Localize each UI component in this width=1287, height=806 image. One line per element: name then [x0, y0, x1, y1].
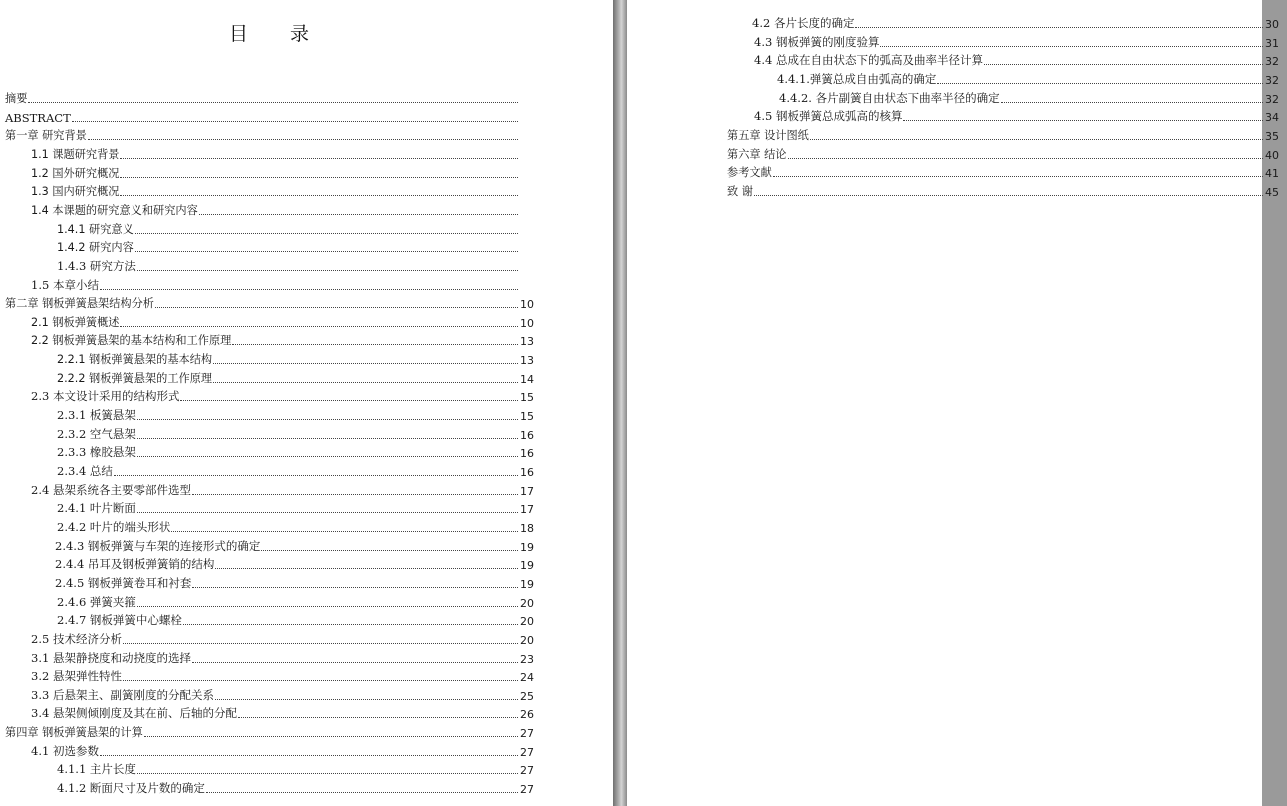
toc-entry[interactable]: [31, 275, 542, 293]
toc-entry-page-number: 27: [520, 727, 534, 741]
dot-leader: [123, 679, 518, 681]
toc-entry-label: 2.3.2 空气悬架: [57, 426, 136, 441]
toc-entry[interactable]: [57, 592, 542, 610]
toc-entry[interactable]: [5, 722, 542, 740]
toc-entry[interactable]: [57, 442, 542, 460]
toc-entry-label: 2.2 钢板弹簧悬架的基本结构和工作原理: [31, 334, 232, 348]
dot-leader: [238, 716, 518, 718]
toc-entry-page-number: 13: [520, 354, 534, 368]
dot-leader: [137, 511, 518, 513]
toc-entry-label: 2.1 钢板弹簧概述: [31, 315, 120, 329]
dot-leader: [137, 455, 518, 457]
toc-entry[interactable]: [727, 144, 1287, 162]
toc-entry-label: 3.3 后悬架主、副簧刚度的分配关系: [31, 687, 214, 702]
toc-entry[interactable]: [57, 424, 542, 442]
toc-entry[interactable]: [31, 685, 542, 703]
dot-leader: [261, 549, 518, 551]
dot-leader: [199, 213, 518, 215]
toc-entry-label: 4.2 各片长度的确定: [752, 16, 855, 30]
toc-entry-label: 参考文献: [727, 166, 772, 180]
toc-entry-label: 1.2 国外研究概况: [31, 166, 120, 180]
dot-leader: [100, 288, 518, 290]
dot-leader: [215, 567, 518, 569]
dot-leader: [137, 772, 518, 774]
dot-leader: [880, 45, 1263, 47]
toc-entry[interactable]: [57, 237, 542, 255]
toc-entry[interactable]: [31, 666, 542, 684]
dot-leader: [120, 194, 518, 196]
dot-leader: [192, 493, 518, 495]
toc-entry-page-number: 35: [1265, 129, 1279, 143]
toc-entry-page-number: 19: [520, 559, 534, 573]
toc-entry-label: 2.2.2 钢板弹簧悬架的工作原理: [57, 371, 213, 385]
dot-leader: [135, 250, 518, 252]
toc-title-char-2: 录: [289, 23, 309, 45]
toc-entry[interactable]: [31, 144, 542, 162]
toc-entry-label: 2.4.1 叶片断面: [57, 501, 136, 516]
toc-title: [229, 19, 309, 46]
toc-entry-page-number: 18: [520, 521, 534, 535]
toc-entry[interactable]: [727, 125, 1287, 143]
toc-title-char-1: 目: [229, 23, 249, 45]
toc-entry[interactable]: [57, 461, 542, 479]
toc-entry[interactable]: [31, 200, 542, 218]
toc-entry-page-number: 17: [520, 503, 534, 517]
toc-entry[interactable]: [779, 88, 1287, 106]
toc-entry-label: 第二章 钢板弹簧悬架结构分析: [5, 297, 154, 311]
toc-entry-page-number: 31: [1265, 36, 1279, 50]
toc-entry[interactable]: [57, 498, 542, 516]
dot-leader: [788, 157, 1264, 159]
toc-entry-label: 3.1 悬架静挠度和动挠度的选择: [31, 650, 191, 665]
toc-entry[interactable]: [752, 13, 1287, 31]
toc-entry-label: 2.3.1 板簧悬架: [57, 408, 136, 423]
toc-entry-page-number: 27: [520, 764, 534, 778]
toc-entry-page-number: 41: [1265, 167, 1279, 181]
dot-leader: [135, 232, 518, 234]
toc-entry-page-number: 26: [520, 708, 534, 722]
toc-entry-page-number: 17: [520, 484, 534, 498]
toc-page-left: [0, 0, 613, 806]
toc-entry-label: 致 谢: [727, 184, 753, 198]
toc-entry-label: 4.1.2 断面尺寸及片数的确定: [57, 781, 205, 796]
toc-entry-label: 2.4 悬架系统各主要零部件选型: [31, 482, 191, 497]
dot-leader: [213, 381, 518, 383]
toc-entry[interactable]: [727, 181, 1287, 199]
dot-leader: [88, 138, 518, 140]
toc-entry-label: 3.4 悬架侧倾刚度及其在前、后轴的分配: [31, 706, 237, 721]
toc-entry-page-number: 32: [1265, 55, 1279, 69]
toc-entry-label: 2.4.2 叶片的端头形状: [57, 519, 171, 534]
dot-leader: [855, 26, 1263, 28]
toc-entry-label: ABSTRACT: [5, 110, 71, 125]
toc-entry[interactable]: [31, 648, 542, 666]
toc-entry-label: 4.4.2. 各片副簧自由状态下曲率半径的确定: [779, 90, 1000, 105]
toc-entry-page-number: 20: [520, 596, 534, 610]
toc-entry[interactable]: [57, 349, 542, 367]
dot-leader: [120, 325, 518, 327]
dot-leader: [28, 101, 518, 103]
toc-entry[interactable]: [55, 573, 542, 591]
toc-entry[interactable]: [31, 163, 542, 181]
toc-entry[interactable]: [754, 106, 1287, 124]
toc-entry-page-number: 19: [520, 577, 534, 591]
toc-entry-page-number: 20: [520, 615, 534, 629]
toc-entry-label: 2.4.3 钢板弹簧与车架的连接形式的确定: [55, 538, 261, 553]
toc-entry[interactable]: [31, 181, 542, 199]
dot-leader: [100, 754, 518, 756]
toc-entry-label: 1.5 本章小结: [31, 277, 99, 292]
toc-entry[interactable]: [55, 536, 542, 554]
dot-leader: [937, 82, 1263, 84]
dot-leader: [120, 157, 518, 159]
toc-entry[interactable]: [5, 107, 542, 125]
dot-leader: [754, 194, 1263, 196]
toc-entry-label: 第五章 设计图纸: [727, 128, 809, 142]
dot-leader: [137, 437, 518, 439]
toc-page-right: [627, 0, 1279, 806]
toc-entry[interactable]: [5, 125, 542, 143]
toc-entry[interactable]: [57, 759, 542, 777]
toc-entry[interactable]: [5, 293, 542, 311]
toc-entry[interactable]: [727, 162, 1287, 180]
toc-entry-page-number: 16: [520, 428, 534, 442]
toc-entry-label: 1.4.2 研究内容: [57, 241, 134, 255]
dot-leader: [1001, 101, 1263, 103]
toc-entry-label: 4.5 钢板弹簧总成弧高的核算: [754, 109, 903, 124]
toc-entry[interactable]: [57, 778, 542, 796]
toc-entry-label: 2.5 技术经济分析: [31, 631, 122, 646]
toc-entry-page-number: 23: [520, 652, 534, 666]
toc-entry-label: 2.4.7 钢板弹簧中心螺栓: [57, 613, 182, 628]
dot-leader: [171, 530, 518, 532]
toc-entry-label: 1.1 课题研究背景: [31, 147, 120, 161]
toc-entry-page-number: 19: [520, 540, 534, 554]
toc-entry-label: 4.1 初选参数: [31, 743, 99, 758]
toc-entry-label: 2.3.3 橡胶悬架: [57, 445, 136, 460]
dot-leader: [213, 362, 518, 364]
dot-leader: [984, 63, 1263, 65]
toc-entry-label: 2.2.1 钢板弹簧悬架的基本结构: [57, 353, 213, 367]
dot-leader: [773, 175, 1263, 177]
dot-leader: [215, 698, 518, 700]
toc-entry-page-number: 13: [520, 335, 534, 349]
toc-entry[interactable]: [5, 88, 542, 106]
toc-entry-label: 1.4.1 研究意义: [57, 222, 134, 236]
toc-entry-label: 2.4.6 弹簧夹箍: [57, 594, 136, 609]
toc-entry-page-number: 25: [520, 689, 534, 703]
toc-entry[interactable]: [754, 50, 1287, 68]
toc-entry-label: 1.4 本课题的研究意义和研究内容: [31, 203, 198, 217]
toc-entry[interactable]: [57, 256, 542, 274]
toc-entry[interactable]: [777, 69, 1287, 87]
toc-entry[interactable]: [57, 368, 542, 386]
dot-leader: [810, 138, 1263, 140]
toc-entry-label: 第六章 结论: [727, 147, 787, 161]
dot-leader: [155, 306, 518, 308]
dot-leader: [206, 791, 518, 793]
toc-entry[interactable]: [31, 312, 542, 330]
toc-entry-page-number: 40: [1265, 148, 1279, 162]
toc-entry[interactable]: [57, 610, 542, 628]
toc-entry-label: 3.2 悬架弹性特性: [31, 669, 122, 684]
toc-entry-label: 4.3 钢板弹簧的刚度验算: [754, 34, 880, 49]
toc-entry-label: 1.4.3 研究方法: [57, 258, 136, 273]
toc-entry-page-number: 32: [1265, 73, 1279, 87]
toc-entry-label: 2.4.4 吊耳及钢板弹簧销的结构: [55, 557, 215, 572]
toc-entry-page-number: 24: [520, 671, 534, 685]
toc-entry-label: 1.3 国内研究概况: [31, 185, 120, 199]
toc-entry[interactable]: [31, 703, 542, 721]
toc-entry[interactable]: [57, 219, 542, 237]
toc-entry-page-number: 14: [520, 372, 534, 386]
toc-entry-page-number: 30: [1265, 18, 1279, 31]
dot-leader: [180, 399, 518, 401]
toc-entry-page-number: 16: [520, 447, 534, 461]
toc-entry-page-number: 27: [520, 783, 534, 797]
toc-entry[interactable]: [55, 554, 542, 572]
dot-leader: [144, 735, 518, 737]
toc-entry[interactable]: [31, 629, 542, 647]
toc-entry[interactable]: [57, 405, 542, 423]
dot-leader: [72, 120, 518, 122]
toc-entry[interactable]: [31, 386, 542, 404]
toc-entry-label: 2.4.5 钢板弹簧卷耳和衬套: [55, 575, 192, 590]
toc-entry-page-number: 10: [520, 316, 534, 330]
dot-leader: [123, 642, 518, 644]
toc-entry-page-number: 34: [1265, 111, 1279, 125]
dot-leader: [114, 474, 518, 476]
toc-entry-label: 4.4 总成在自由状态下的弧高及曲率半径计算: [754, 53, 983, 68]
toc-entry[interactable]: [754, 32, 1287, 50]
toc-entry-label: 第四章 钢板弹簧悬架的计算: [5, 726, 143, 740]
toc-entry-label: 4.1.1 主片长度: [57, 762, 136, 777]
dot-leader: [137, 605, 518, 607]
toc-entry-label: 摘要: [5, 92, 28, 105]
toc-entry-label: 2.3.4 总结: [57, 464, 113, 478]
toc-entry-page-number: 20: [520, 633, 534, 647]
toc-entry-page-number: 27: [520, 745, 534, 759]
toc-entry[interactable]: [31, 330, 542, 348]
toc-entry-page-number: 16: [520, 466, 534, 479]
toc-entry[interactable]: [31, 741, 542, 759]
dot-leader: [903, 119, 1263, 121]
toc-entry-page-number: 10: [520, 298, 534, 312]
dot-leader: [192, 661, 518, 663]
dot-leader: [120, 176, 518, 178]
toc-entry-label: 第一章 研究背景: [5, 129, 87, 143]
toc-entry[interactable]: [31, 480, 542, 498]
dot-leader: [137, 418, 518, 420]
toc-entry[interactable]: [57, 517, 542, 535]
toc-entry-page-number: 32: [1265, 92, 1279, 106]
dot-leader: [183, 623, 518, 625]
toc-entry-label: 4.4.1.弹簧总成自由弧高的确定: [777, 71, 937, 86]
dot-leader: [192, 586, 518, 588]
toc-entry-page-number: 15: [520, 391, 534, 405]
dot-leader: [137, 269, 518, 271]
toc-entry-label: 2.3 本文设计采用的结构形式: [31, 389, 180, 404]
toc-entry-page-number: 15: [520, 410, 534, 424]
page-gutter: [613, 0, 627, 806]
toc-entry-page-number: 45: [1265, 185, 1279, 199]
dot-leader: [232, 343, 518, 345]
